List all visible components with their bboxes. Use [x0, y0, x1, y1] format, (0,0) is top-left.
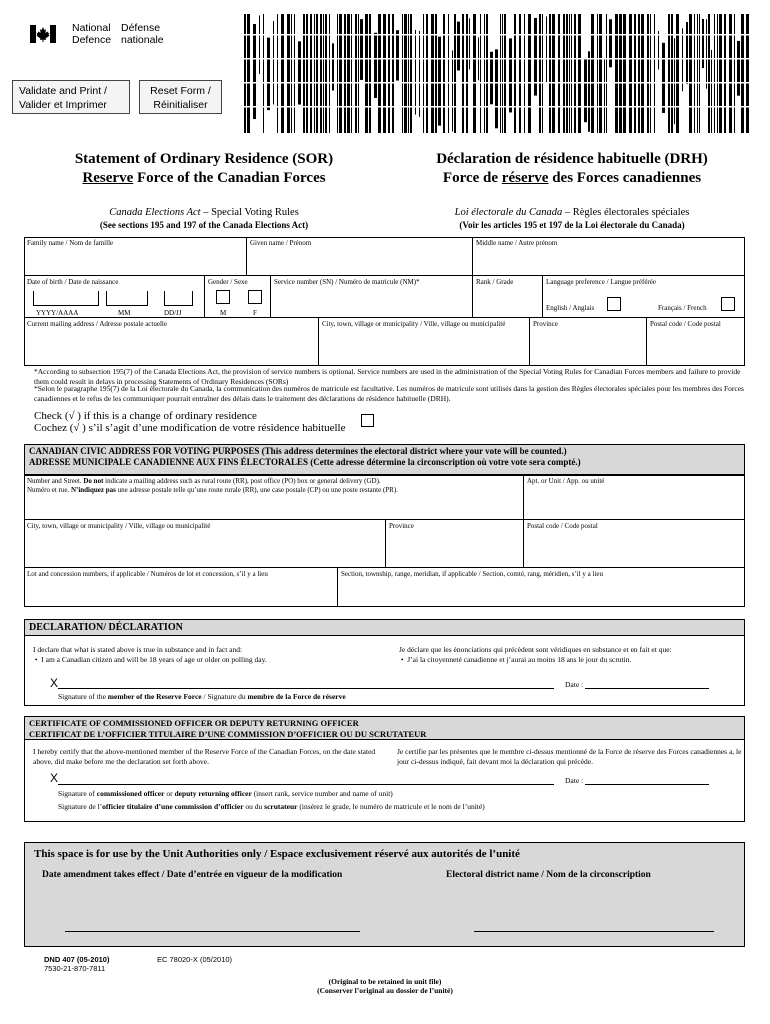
mailing-city-field[interactable]: [319, 318, 530, 366]
dept-en-line-1: National: [72, 22, 111, 34]
decl-date-label: Date :: [565, 680, 584, 689]
sig-bold-en: member of the Reserve Force: [107, 692, 202, 701]
government-signature: [30, 22, 170, 52]
sig1-mid: or: [164, 789, 175, 798]
member-signature-caption: [58, 692, 346, 702]
date-amendment-line[interactable]: [65, 931, 360, 932]
mailing-postal-label: Postal code / Code postal: [650, 320, 721, 328]
canada-flag-icon: [30, 25, 56, 43]
sig1-rest: (insert rank, service number and name of unit): [251, 789, 393, 798]
declaration-header: DECLARATION/ DÉCLARATION: [24, 619, 745, 636]
check-change-fr: Cochez (√ ) s’il s’agit d’une modification de votre résidence habituelle: [34, 422, 346, 434]
mailing-province-label: Province: [533, 320, 558, 328]
note-fr: *Selon le paragraphe 195(7) de la Loi électorale du Canada, la communication des numéros de matricule est facultative. Les numéros de matricule sont utilisés dans la gestion des Règles électorales spéciales pour les membres des Forces canadiennes et le refus de les communiquer pourrait entraîner des délais dans le traitement des déclarations de résidence habituelle (DRH).: [34, 384, 744, 403]
officer-signature-caption-en: [58, 789, 393, 799]
street-emphasis: N’indiquez pas: [70, 486, 116, 494]
family-name-field[interactable]: [24, 237, 247, 276]
cert-x-mark: X: [50, 771, 59, 785]
act-fr-rest: – Règles électorales spéciales: [562, 207, 690, 218]
civic-head-fr: ADRESSE MUNICIPALE CANADIENNE AUX FINS ÉLECTORALES (Cette adresse détermine la circonscription où votre vote sera compté.): [29, 457, 581, 467]
note-en: *According to subsection 195(7) of the Canada Elections Act, the provision of service numbers is optional. Service numbers are used in the administration of the Special Voting Rules for Canadian Forces members and failure to provide them could result in delays in processing Statements of Ordinary Residences (SORs): [34, 367, 741, 386]
lot-label: Lot and concession numbers, if applicable / Numéros de lot et concession, s’il y a lieu: [27, 570, 268, 578]
sig-bold-fr: membre de la Force de réserve: [247, 692, 346, 701]
dob-month-input[interactable]: [106, 291, 148, 306]
apt-field[interactable]: [524, 475, 745, 520]
lot-field[interactable]: [24, 568, 338, 607]
middle-name-label: Middle name / Autre prénom: [476, 239, 558, 247]
sig2-pre: Signature de l’: [58, 802, 103, 811]
gender-female-checkbox[interactable]: [248, 290, 262, 304]
mailing-city-label: City, town, village or municipality / Ville, village ou municipalité: [322, 320, 506, 328]
title-french: [392, 150, 752, 188]
english-label: English / Anglais: [546, 304, 595, 312]
sections-fr: (Voir les articles 195 et 197 de la Loi électorale du Canada): [459, 220, 685, 230]
family-name-label: Family name / Nom de famille: [27, 239, 114, 247]
ec-number: EC 78020-X (05/2010): [157, 955, 233, 964]
act-fr: [392, 207, 752, 219]
title-fr-line-2: [392, 169, 752, 188]
sig2-mid: ou du: [243, 802, 265, 811]
gender-label: Gender / Sexe: [208, 278, 248, 286]
civic-province-field[interactable]: [386, 520, 524, 568]
male-label: M: [220, 309, 227, 317]
original-en: (Original to be retained in unit file): [328, 977, 442, 986]
sig1-bold-1: commissioned officer: [96, 789, 165, 798]
civic-city-field[interactable]: [24, 520, 386, 568]
date-amendment-label: Date amendment takes effect / Date d’entrée en vigueur de la modification: [42, 870, 343, 880]
decl-fr-2: • J’ai la citoyenneté canadienne et j’aurai au moins 18 ans le jour du scrutin.: [399, 654, 632, 664]
cert-head-2: CERTIFICAT DE L’OFFICIER TITULAIRE D’UNE COMMISSION D’OFFICIER OU DU SCRUTATEUR: [29, 728, 427, 739]
reset-form-button[interactable]: [139, 80, 222, 114]
act-en-italic: Canada Elections Act: [109, 207, 201, 218]
dept-fr-line-1: Défense: [121, 22, 161, 34]
service-number-field[interactable]: [271, 276, 473, 318]
middle-name-field[interactable]: [473, 237, 745, 276]
title-fr-rest: des Forces canadiennes: [548, 170, 702, 186]
title-en-reserve: Reserve: [82, 170, 134, 186]
mailing-postal-field[interactable]: [647, 318, 745, 366]
gender-male-checkbox[interactable]: [216, 290, 230, 304]
unit-authorities-header: This space is for use by the Unit Authorities only / Espace exclusivement réservé aux autorités de l’unité: [34, 848, 520, 860]
act-fr-italic: Loi électorale du Canada: [454, 207, 563, 218]
cert-en: I hereby certify that the above-mentioned member of the Reserve Force of the Canadian Forces, on the date stated above, did make before me the declaration set forth above.: [33, 747, 376, 766]
member-signature-line[interactable]: [58, 688, 554, 689]
english-checkbox[interactable]: [607, 297, 621, 311]
civic-province-label: Province: [389, 522, 414, 530]
yyyy-label: YYYY/AAAA: [36, 309, 79, 317]
civic-postal-label: Postal code / Code postal: [527, 522, 598, 530]
decl-date-line[interactable]: [585, 688, 709, 689]
decl-fr-1: Je déclare que les énonciations qui précèdent sont véridiques en substance et en fait et que:: [399, 645, 672, 654]
sig2-bold-1: officier titulaire d’une commission d’officier: [102, 802, 244, 811]
validate-print-button[interactable]: [12, 80, 130, 114]
sig-pre: Signature of the: [58, 692, 108, 701]
dob-year-input[interactable]: [33, 291, 99, 306]
reset-label-2: Réinitialiser: [153, 99, 208, 111]
sig-mid: / Signature du: [201, 692, 248, 701]
rank-label: Rank / Grade: [476, 278, 514, 286]
rank-field[interactable]: [473, 276, 543, 318]
civic-city-label: City, town, village or municipality / Ville, village ou municipalité: [27, 522, 211, 530]
title-fr-pre: Force de: [442, 170, 502, 186]
street-label-en: Number and Street. Do not indicate a mailing address such as rural route (RR), post office (PO) box or general delivery (GD).: [27, 477, 381, 485]
sig1-bold-2: deputy returning officer: [174, 789, 252, 798]
dob-label: Date of birth / Date de naissance: [27, 278, 119, 286]
mailing-address-label: Current mailing address / Adresse postale actuelle: [27, 320, 167, 328]
title-en-rest: Force of the Canadian Forces: [133, 170, 326, 186]
french-checkbox[interactable]: [721, 297, 735, 311]
decl-fr-2-text: J’ai la citoyenneté canadienne et j’aurai au moins 18 ans le jour du scrutin.: [407, 654, 632, 664]
title-fr-line-1: Déclaration de résidence habituelle (DRH): [436, 151, 708, 167]
electoral-district-label: Electoral district name / Nom de la circonscription: [446, 870, 651, 880]
act-en-rest: – Special Voting Rules: [200, 207, 299, 218]
civic-head-en: CANADIAN CIVIC ADDRESS FOR VOTING PURPOSES (This address determines the electoral district where your vote will be counted.): [29, 446, 567, 456]
reset-label-1: Reset Form /: [150, 85, 211, 97]
sig2-rest: (insérez le grade, le numéro de matricule et le nom de l’unité): [297, 802, 485, 811]
given-name-label: Given name / Prénom: [250, 239, 312, 247]
language-label: Language preference / Langue préférée: [546, 278, 656, 286]
service-number-label: Service number (SN) / Numéro de matricule (NM)*: [274, 278, 420, 286]
section-label: Section, township, range, meridian, if applicable / Section, comté, rang, méridien, s’il y a lieu: [341, 570, 604, 578]
title-english: [24, 150, 384, 188]
cert-head-1: CERTIFICATE OF COMMISSIONED OFFICER OR DEPUTY RETURNING OFFICER: [29, 718, 359, 728]
validate-label-1: Validate and Print /: [19, 85, 107, 97]
civic-postal-field[interactable]: [524, 520, 745, 568]
cert-date-line[interactable]: [585, 784, 709, 785]
certificate-header: [24, 716, 745, 740]
original-fr: (Conserver l’original au dossier de l’unité): [317, 986, 453, 995]
mailing-province-field[interactable]: [530, 318, 647, 366]
street-field[interactable]: [24, 475, 524, 520]
officer-signature-line[interactable]: [58, 784, 554, 785]
decl-en-2: • I am a Canadian citizen and will be 18 years of age or older on polling day.: [33, 654, 267, 664]
dob-day-input[interactable]: [164, 291, 193, 306]
section-field[interactable]: [338, 568, 745, 607]
validate-label-2: Valider et Imprimer: [19, 99, 107, 111]
barcode: [244, 14, 752, 133]
title-en-line-1: Statement of Ordinary Residence (SOR): [74, 151, 334, 167]
decl-x-mark: X: [50, 676, 59, 690]
sig1-pre: Signature of: [58, 789, 97, 798]
given-name-field[interactable]: [247, 237, 473, 276]
french-label: Français / French: [658, 304, 707, 312]
apt-label: Apt. or Unit / App. ou unité: [527, 477, 605, 485]
decl-en-2-text: I am a Canadian citizen and will be 18 years of age or older on polling day.: [41, 654, 267, 664]
street-emphasis: Do not: [83, 477, 104, 485]
electoral-district-line[interactable]: [474, 931, 714, 932]
title-en-line-2: [24, 169, 384, 188]
street-label-fr: Numéro et rue. N’indiquez pas une adresse postale telle qu’une route rurale (RR), une case postale (CP) ou une poste restante (PR).: [27, 486, 398, 494]
dept-en-line-2: Defence: [72, 34, 112, 46]
civic-address-header: [24, 444, 745, 475]
sig2-bold-2: scrutateur: [264, 802, 298, 811]
change-residence-checkbox[interactable]: [361, 414, 374, 427]
title-fr-reserve: réserve: [501, 170, 549, 186]
mm-label: MM: [118, 309, 131, 317]
form-number: DND 407 (05-2010): [44, 955, 110, 964]
cert-date-label: Date :: [565, 776, 584, 785]
check-change-en: Check (√ ) if this is a change of ordinary residence: [34, 410, 257, 422]
sections-en: (See sections 195 and 197 of the Canada Elections Act): [99, 220, 309, 230]
cert-fr: Je certifie par les présentes que le membre ci-dessus mentionné de la Force de réserve des Forces canadiennes a, le jour ci-dessus indiqué, fait devant moi la déclaration qui précède.: [397, 747, 742, 766]
nsn-number: 7530-21-870-7811: [44, 964, 106, 973]
female-label: F: [253, 309, 257, 317]
act-en: [24, 207, 384, 219]
dd-label: DD/JJ: [164, 309, 182, 317]
officer-signature-caption-fr: [58, 802, 485, 812]
decl-en-1: I declare that what is stated above is true in substance and in fact and:: [33, 645, 243, 654]
dept-fr-line-2: nationale: [121, 34, 164, 46]
mailing-address-field[interactable]: [24, 318, 319, 366]
